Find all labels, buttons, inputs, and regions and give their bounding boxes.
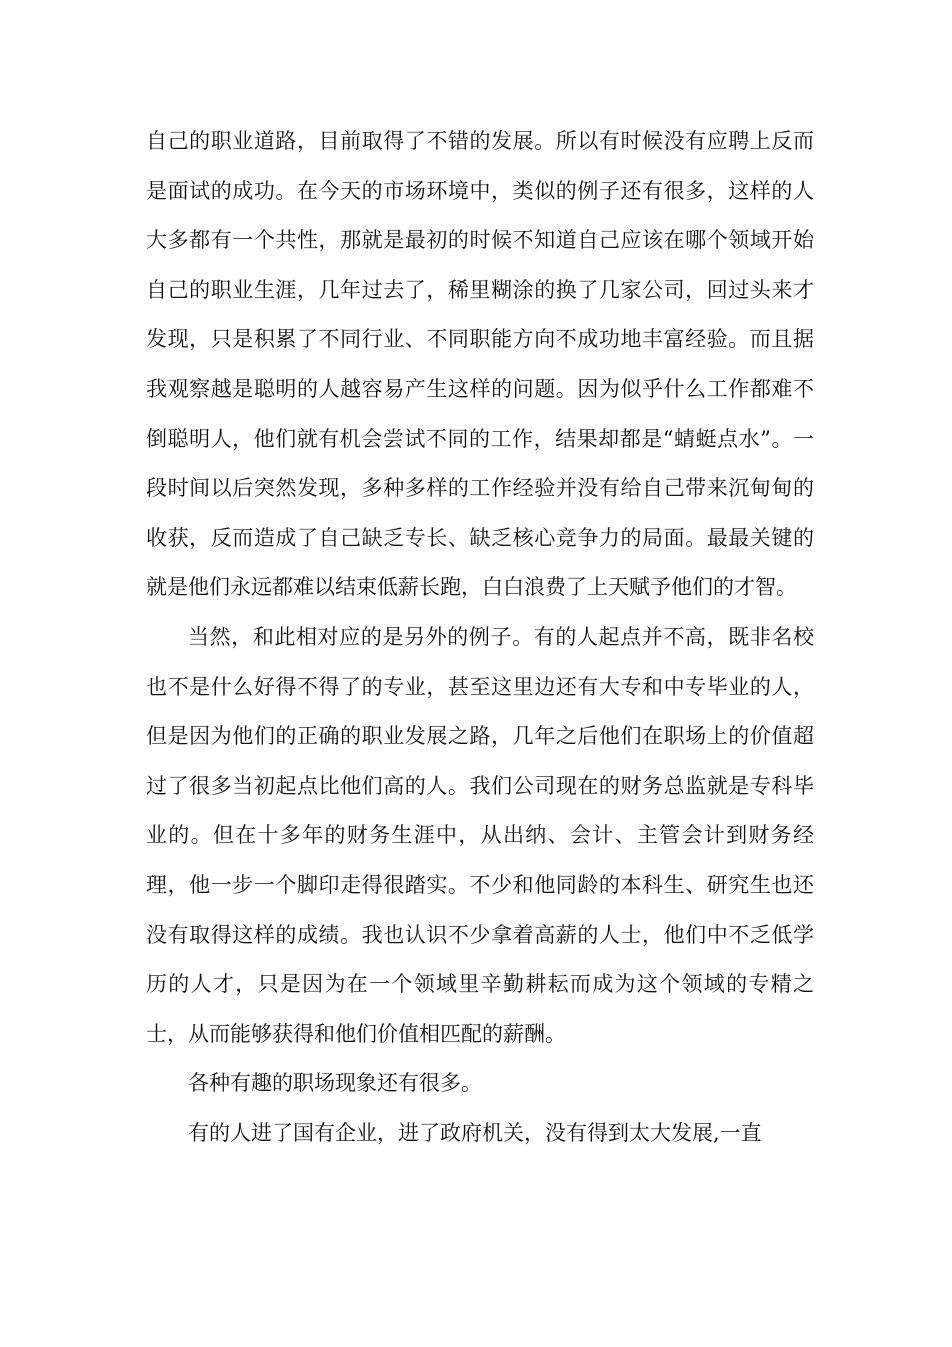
paragraph-1: 自己的职业道路，目前取得了不错的发展。所以有时候没有应聘上反而是面试的成功。在今天的市场环境中，类似的例子还有很多，这样的人大多都有一个共性，那就是最初的时候不知道自己应该在哪个领域开始自己的职业生涯，几年过去了，稀里糊涂的换了几家公司，回过头来才发现，只是积累了不同行业、不同职能方向不成功地丰富经验。而且据我观察越是聪明的人越容易产生这样的问题。因为似乎什么工作都难不倒聪明人，他们就有机会尝试不同的工作，结果却都是“蜻蜓点水”。一段时间以后突然发现，多种多样的工作经验并没有给自己带来沉甸甸的收获，反而造成了自己缺乏专长、缺乏核心竞争力的局面。最最关键的就是他们永远都难以结束低薪长跑，白白浪费了上天赋予他们的才智。 — [146, 129, 814, 600]
paragraph-2: 当然，和此相对应的是另外的例子。有的人起点并不高，既非名校也不是什么好得不得了的专业，甚至这里边还有大专和中专毕业的人，但是因为他们的正确的职业发展之路，几年之后他们在职场上的价值超过了很多当初起点比他们高的人。我们公司现在的财务总监就是专科毕业的。但在十多年的财务生涯中，从出纳、会计、主管会计到财务经理，他一步一个脚印走得很踏实。不少和他同龄的本科生、研究生也还没有取得这样的成绩。我也认识不少拿着高薪的人士，他们中不乏低学历的人才，只是因为在一个领域里辛勤耕耘而成为这个领域的专精之士，从而能够获得和他们价值相匹配的薪酬。 — [146, 624, 814, 1046]
document-body — [146, 117, 814, 1158]
paragraph-3: 各种有趣的职场现象还有很多。 — [188, 1071, 482, 1096]
paragraph-4: 有的人进了国有企业，进了政府机关，没有得到太大发展,一直 — [188, 1120, 762, 1145]
